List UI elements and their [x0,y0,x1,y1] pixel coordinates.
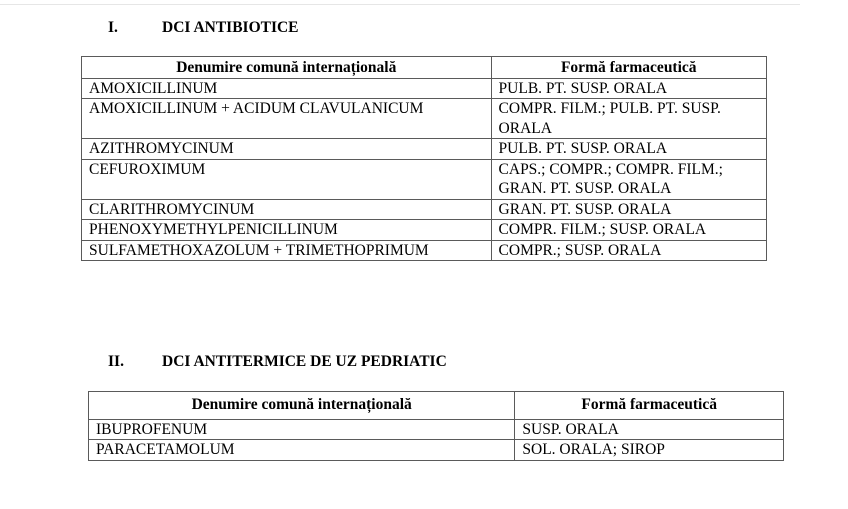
cell-forma: SUSP. ORALA [515,419,784,440]
table-row [82,199,767,220]
antitermice-table [88,391,784,461]
antibiotice-table [81,56,767,261]
table-row [82,159,767,199]
cell-denumire: PARACETAMOLUM [89,440,515,461]
section-heading-antibiotice [108,19,299,37]
table-row [89,440,784,461]
cell-forma: COMPR.; SUSP. ORALA [491,240,766,261]
column-header-denumire: Denumire comună internațională [89,392,515,420]
section-title: DCI ANTIBIOTICE [162,19,299,36]
table-header-row [82,57,767,79]
cell-denumire: AMOXICILLINUM + ACIDUM CLAVULANICUM [82,99,492,139]
table-row [82,220,767,241]
cell-forma: PULB. PT. SUSP. ORALA [491,78,766,99]
section-number: I. [108,19,118,36]
table-row [82,240,767,261]
table-header-row [89,392,784,420]
section-heading-antitermice [108,353,447,371]
cell-denumire: SULFAMETHOXAZOLUM + TRIMETHOPRIMUM [82,240,492,261]
column-header-forma: Formă farmaceutică [515,392,784,420]
cell-forma: PULB. PT. SUSP. ORALA [491,139,766,160]
cell-denumire: PHENOXYMETHYLPENICILLINUM [82,220,492,241]
cell-forma: CAPS.; COMPR.; COMPR. FILM.; GRAN. PT. SUSP. ORALA [491,159,766,199]
cell-denumire: IBUPROFENUM [89,419,515,440]
cell-denumire: AMOXICILLINUM [82,78,492,99]
column-header-forma: Formă farmaceutică [491,57,766,79]
table-row [89,419,784,440]
cell-forma: COMPR. FILM.; PULB. PT. SUSP. ORALA [491,99,766,139]
cell-forma: SOL. ORALA; SIROP [515,440,784,461]
column-header-denumire: Denumire comună internațională [82,57,492,79]
section-title: DCI ANTITERMICE DE UZ PEDRIATIC [162,353,447,370]
section-number: II. [108,353,124,370]
cell-forma: GRAN. PT. SUSP. ORALA [491,199,766,220]
cell-denumire: CEFUROXIMUM [82,159,492,199]
top-divider [0,4,800,5]
table-row [82,78,767,99]
table-row [82,139,767,160]
cell-denumire: AZITHROMYCINUM [82,139,492,160]
cell-denumire: CLARITHROMYCINUM [82,199,492,220]
table-row [82,99,767,139]
cell-forma: COMPR. FILM.; SUSP. ORALA [491,220,766,241]
